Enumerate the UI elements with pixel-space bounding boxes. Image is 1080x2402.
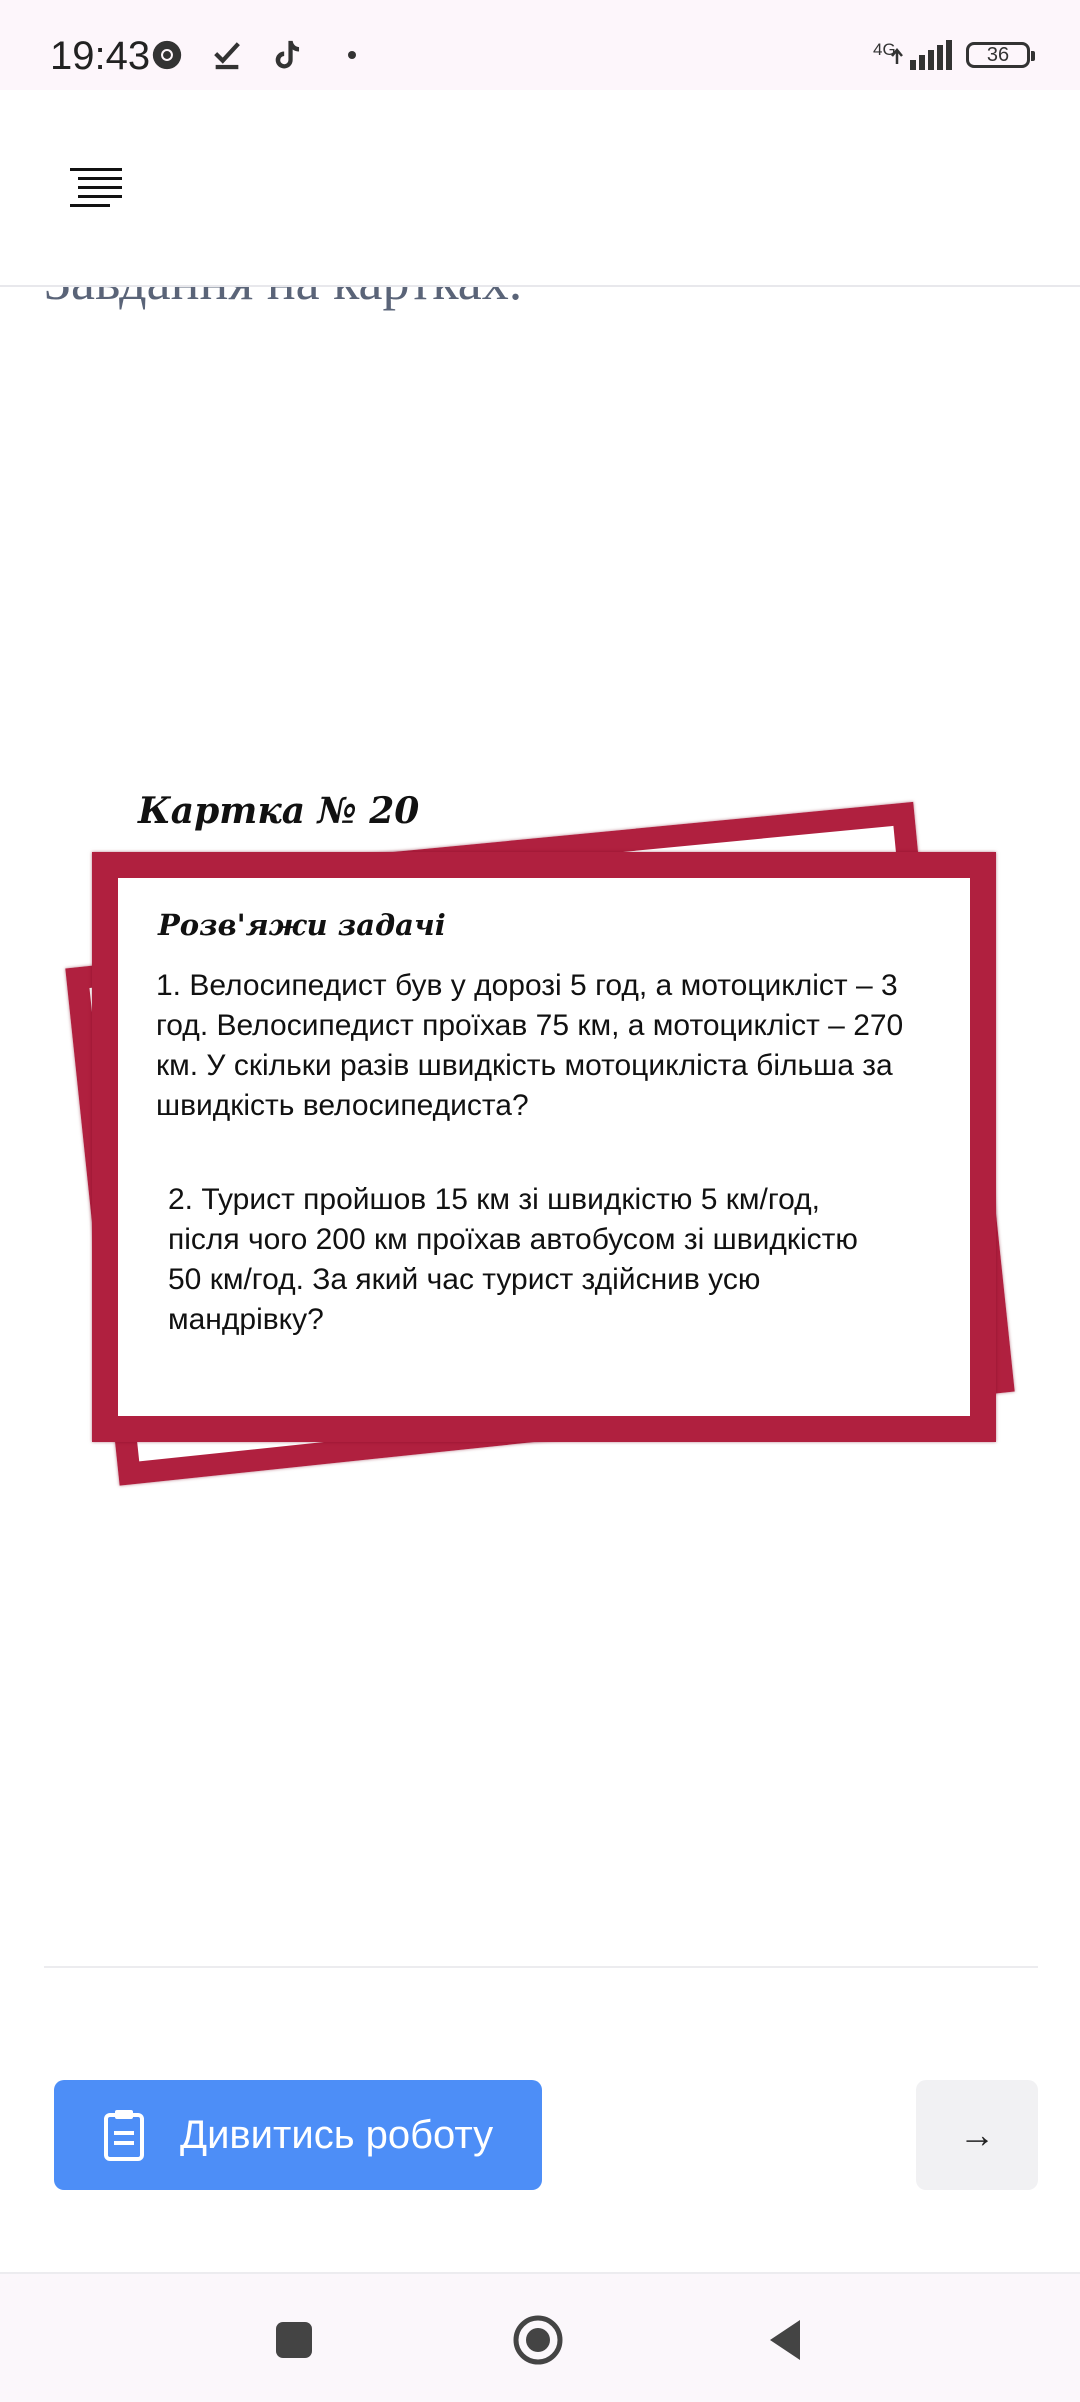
back-icon[interactable] bbox=[760, 2314, 812, 2366]
battery-icon bbox=[966, 42, 1030, 68]
next-button[interactable] bbox=[916, 2080, 1038, 2190]
card-number-label: Картка № 20 bbox=[138, 790, 420, 832]
status-bar bbox=[0, 0, 1080, 90]
divider bbox=[44, 1966, 1038, 1968]
clipboard-icon bbox=[102, 2109, 146, 2161]
menu-icon[interactable] bbox=[70, 168, 122, 212]
card-front bbox=[92, 852, 996, 1442]
notification-dot bbox=[348, 51, 356, 59]
app-header bbox=[0, 90, 1080, 287]
status-icons-left bbox=[150, 38, 356, 72]
view-work-button[interactable] bbox=[54, 2080, 542, 2190]
view-work-label: Дивитись роботу bbox=[180, 2112, 494, 2157]
arrow-right-icon: → bbox=[959, 2114, 995, 2155]
download-done-icon bbox=[210, 38, 244, 72]
task-card-image bbox=[0, 760, 1080, 1540]
status-time: 19:43 bbox=[50, 34, 151, 78]
network-type: 4G bbox=[873, 40, 896, 59]
task-text-2: 2. Турист пройшов 15 км зі швидкістю 5 км/год, після чого 200 км проїхав автобусом зі швидкістю 50 км/год. За який час турист здійснив усю мандрівку? bbox=[168, 1183, 858, 1336]
system-nav-bar bbox=[0, 2272, 1080, 2402]
signal-icon bbox=[890, 40, 952, 70]
task-text-1: 1. Велосипедист був у дорозі 5 год, а мотоцикліст – 3 год. Велосипедист проїхав 75 км, а мотоцикліст – 270 км. У скільки разів швидкість мотоцикліста більша за швидкість велосипедиста? bbox=[156, 969, 904, 1122]
tiktok-icon bbox=[270, 38, 304, 72]
card-heading: Розв'яжи задачі bbox=[158, 908, 446, 942]
status-icons-right bbox=[890, 40, 1030, 70]
battery-level: 36 bbox=[986, 43, 1010, 66]
home-icon[interactable] bbox=[512, 2314, 564, 2366]
recent-apps-icon[interactable] bbox=[268, 2314, 320, 2366]
chrome-icon bbox=[150, 38, 184, 72]
